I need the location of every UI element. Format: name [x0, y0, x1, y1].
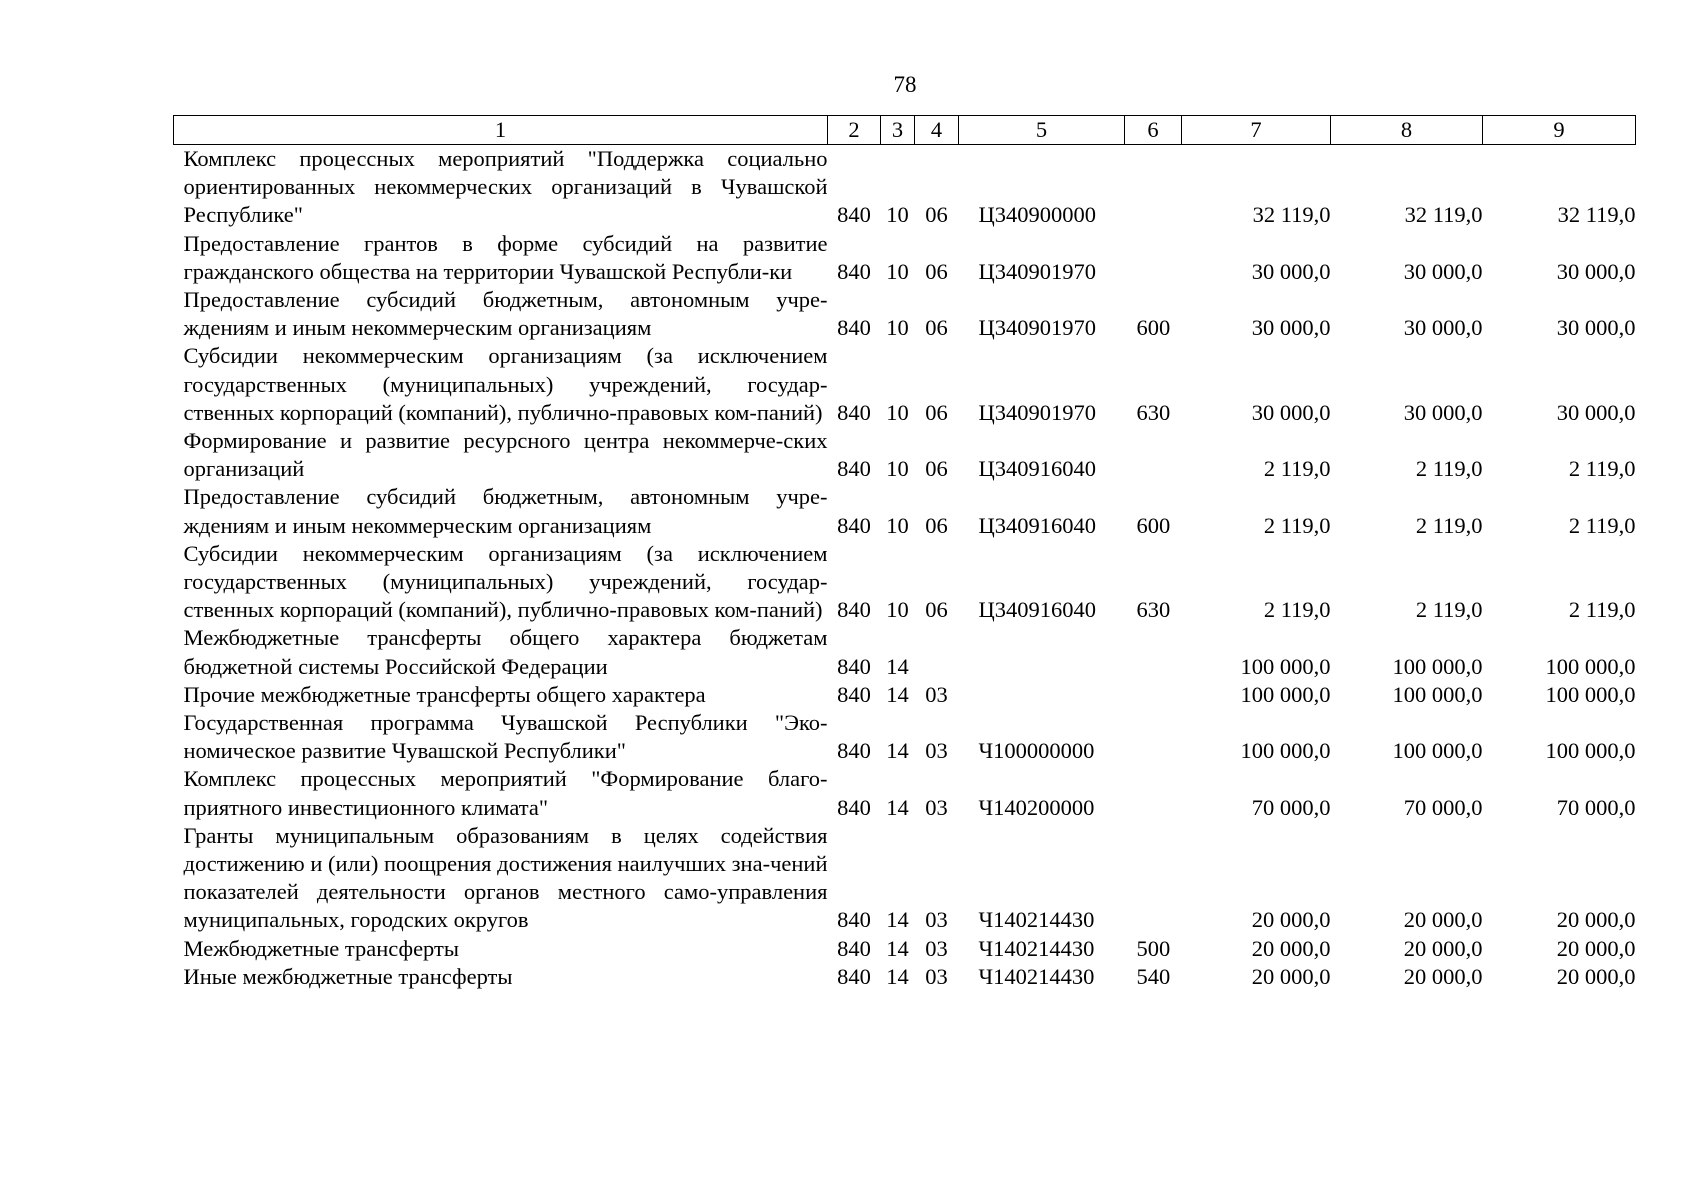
expense-type — [1125, 681, 1182, 709]
target-article: Ч140200000 — [978, 794, 1095, 820]
amount-col-8: 30 000,0 — [1403, 315, 1483, 341]
amount-col-8: 20 000,0 — [1403, 963, 1483, 989]
amount-col-9: 100 000,0 — [1545, 653, 1636, 679]
amount-col-7: 20 000,0 — [1251, 963, 1331, 989]
amount-col-7: 2 119,0 — [1263, 456, 1331, 482]
budget-table — [173, 115, 1636, 991]
amount-col-7: 30 000,0 — [1251, 399, 1331, 425]
subsection-code: 06 — [925, 399, 948, 425]
amount-col-7: 30 000,0 — [1251, 315, 1331, 341]
column-header-5: 5 — [959, 116, 1125, 145]
row-name: Прочие межбюджетные трансферты общего характера — [183, 681, 706, 707]
amount-col-8: 2 119,0 — [1415, 512, 1483, 538]
section-code: 10 — [886, 399, 909, 425]
amount-col-8: 2 119,0 — [1415, 456, 1483, 482]
table-row — [174, 765, 1636, 821]
expense-type: 540 — [1136, 963, 1171, 989]
row-name: Предоставление субсидий бюджетным, автономным учре-ждениям и иным некоммерческим организациям — [183, 484, 828, 538]
subsection-code: 03 — [925, 738, 948, 764]
target-article: Ц340901970 — [978, 258, 1096, 284]
row-name: Гранты муниципальным образованиям в целях содействия достижению и (или) поощрения достижения наилучших зна-чений показателей деятельности органов местного само-управления муниципальных, городских округов — [183, 822, 828, 933]
grbs-code: 840 — [837, 399, 871, 425]
column-header-7: 7 — [1182, 116, 1331, 145]
amount-col-9: 20 000,0 — [1556, 963, 1636, 989]
amount-col-9: 20 000,0 — [1556, 935, 1636, 961]
column-header-1: 1 — [174, 116, 828, 145]
subsection-code: 06 — [925, 456, 948, 482]
row-name: Государственная программа Чувашской Республики "Эко-номическое развитие Чувашской Республики" — [183, 710, 828, 764]
amount-col-9: 70 000,0 — [1556, 794, 1636, 820]
row-name: Межбюджетные трансферты — [183, 935, 459, 961]
section-code: 10 — [886, 202, 909, 228]
amount-col-7: 30 000,0 — [1251, 258, 1331, 284]
amount-col-8: 30 000,0 — [1403, 258, 1483, 284]
section-code: 14 — [886, 794, 909, 820]
amount-col-8: 100 000,0 — [1392, 738, 1483, 764]
amount-col-9: 30 000,0 — [1556, 258, 1636, 284]
table-row — [174, 624, 1636, 680]
amount-col-8: 30 000,0 — [1403, 399, 1483, 425]
subsection-code: 03 — [925, 935, 948, 961]
row-name: Формирование и развитие ресурсного центра некоммерче-ских организаций — [183, 428, 828, 482]
amount-col-8: 70 000,0 — [1403, 794, 1483, 820]
table-row — [174, 230, 1636, 286]
amount-col-9: 30 000,0 — [1556, 399, 1636, 425]
target-article: Ч140214430 — [978, 935, 1095, 961]
table-row — [174, 145, 1636, 230]
subsection-code: 03 — [925, 963, 948, 989]
amount-col-9: 100 000,0 — [1545, 738, 1636, 764]
section-code: 14 — [886, 907, 909, 933]
grbs-code: 840 — [837, 963, 871, 989]
amount-col-9: 100 000,0 — [1545, 681, 1636, 707]
table-header — [174, 116, 1636, 145]
subsection-code: 06 — [925, 597, 948, 623]
expense-type: 500 — [1136, 935, 1171, 961]
section-code: 10 — [886, 512, 909, 538]
row-name: Межбюджетные трансферты общего характера бюджетам бюджетной системы Российской Федерации — [183, 625, 828, 679]
amount-col-9: 2 119,0 — [1568, 512, 1636, 538]
table-row — [174, 963, 1636, 991]
grbs-code: 840 — [837, 258, 871, 284]
grbs-code: 840 — [837, 202, 871, 228]
amount-col-7: 20 000,0 — [1251, 907, 1331, 933]
target-article: Ц340901970 — [978, 315, 1096, 341]
grbs-code: 840 — [837, 512, 871, 538]
expense-type — [1125, 765, 1182, 821]
table-body — [174, 145, 1636, 992]
amount-col-9: 2 119,0 — [1568, 456, 1636, 482]
target-article: Ц340901970 — [978, 399, 1096, 425]
column-header-9: 9 — [1483, 116, 1636, 145]
column-header-4: 4 — [915, 116, 959, 145]
table-row — [174, 822, 1636, 935]
row-name: Предоставление грантов в форме субсидий на развитие гражданского общества на территории Чувашской Республи-ки — [183, 230, 828, 284]
amount-col-8: 32 119,0 — [1404, 202, 1483, 228]
section-code: 14 — [886, 935, 909, 961]
subsection-code: 06 — [925, 315, 948, 341]
row-name: Комплекс процессных мероприятий "Поддержка социально ориентированных некоммерческих организаций в Чувашской Республике" — [183, 146, 828, 228]
grbs-code: 840 — [837, 315, 871, 341]
table-row — [174, 483, 1636, 539]
row-name: Предоставление субсидий бюджетным, автономным учре-ждениям и иным некоммерческим организациям — [183, 287, 828, 341]
grbs-code: 840 — [837, 935, 871, 961]
amount-col-7: 32 119,0 — [1252, 202, 1331, 228]
expense-type: 600 — [1136, 315, 1171, 341]
amount-col-7: 70 000,0 — [1251, 794, 1331, 820]
expense-type — [1125, 709, 1182, 765]
header-row — [174, 116, 1636, 145]
target-article: Ц340916040 — [978, 597, 1096, 623]
target-article: Ц340900000 — [978, 202, 1096, 228]
subsection-code — [915, 624, 959, 680]
section-code: 14 — [886, 963, 909, 989]
section-code: 10 — [886, 597, 909, 623]
section-code: 14 — [886, 681, 909, 707]
expense-type — [1125, 427, 1182, 483]
amount-col-9: 32 119,0 — [1557, 202, 1636, 228]
expense-type — [1125, 624, 1182, 680]
amount-col-7: 2 119,0 — [1263, 597, 1331, 623]
target-article: Ц340916040 — [978, 456, 1096, 482]
section-code: 10 — [886, 456, 909, 482]
amount-col-7: 100 000,0 — [1240, 738, 1331, 764]
amount-col-8: 100 000,0 — [1392, 681, 1483, 707]
expense-type — [1125, 145, 1182, 230]
table-row — [174, 427, 1636, 483]
grbs-code: 840 — [837, 456, 871, 482]
grbs-code: 840 — [837, 794, 871, 820]
amount-col-9: 2 119,0 — [1568, 597, 1636, 623]
table-row — [174, 709, 1636, 765]
subsection-code: 06 — [925, 202, 948, 228]
table-row — [174, 935, 1636, 963]
grbs-code: 840 — [837, 907, 871, 933]
table-row — [174, 342, 1636, 427]
expense-type — [1125, 230, 1182, 286]
amount-col-7: 20 000,0 — [1251, 935, 1331, 961]
section-code: 10 — [886, 315, 909, 341]
expense-type: 600 — [1136, 512, 1171, 538]
table-row — [174, 681, 1636, 709]
target-article — [959, 624, 1125, 680]
column-header-3: 3 — [881, 116, 915, 145]
amount-col-7: 2 119,0 — [1263, 512, 1331, 538]
target-article: Ч100000000 — [978, 738, 1095, 764]
amount-col-7: 100 000,0 — [1240, 681, 1331, 707]
expense-type: 630 — [1136, 399, 1171, 425]
table-row — [174, 540, 1636, 625]
column-header-8: 8 — [1331, 116, 1483, 145]
section-code: 14 — [886, 653, 909, 679]
amount-col-9: 20 000,0 — [1556, 907, 1636, 933]
grbs-code: 840 — [837, 653, 871, 679]
target-article: Ч140214430 — [978, 907, 1095, 933]
target-article: Ч140214430 — [978, 963, 1095, 989]
target-article: Ц340916040 — [978, 512, 1096, 538]
amount-col-8: 20 000,0 — [1403, 907, 1483, 933]
page-number: 78 — [893, 72, 917, 97]
amount-col-7: 100 000,0 — [1240, 653, 1331, 679]
grbs-code: 840 — [837, 681, 871, 707]
subsection-code: 03 — [925, 794, 948, 820]
subsection-code: 06 — [925, 512, 948, 538]
target-article — [959, 681, 1125, 709]
expense-type: 630 — [1136, 597, 1171, 623]
section-code: 10 — [886, 258, 909, 284]
section-code: 14 — [886, 738, 909, 764]
subsection-code: 03 — [925, 681, 948, 707]
row-name: Комплекс процессных мероприятий "Формирование благо-приятного инвестиционного климата" — [183, 766, 828, 820]
table-row — [174, 286, 1636, 342]
subsection-code: 03 — [925, 907, 948, 933]
column-header-6: 6 — [1125, 116, 1182, 145]
amount-col-8: 2 119,0 — [1415, 597, 1483, 623]
amount-col-8: 100 000,0 — [1392, 653, 1483, 679]
amount-col-8: 20 000,0 — [1403, 935, 1483, 961]
amount-col-9: 30 000,0 — [1556, 315, 1636, 341]
column-header-2: 2 — [828, 116, 881, 145]
expense-type — [1125, 822, 1182, 935]
grbs-code: 840 — [837, 597, 871, 623]
subsection-code: 06 — [925, 258, 948, 284]
row-name: Субсидии некоммерческим организациям (за исключением государственных (муниципальных) учреждений, государ-ственных корпораций (компаний), публично-правовых ком-паний) — [183, 343, 828, 425]
row-name: Субсидии некоммерческим организациям (за исключением государственных (муниципальных) учреждений, государ-ственных корпораций (компаний), публично-правовых ком-паний) — [183, 540, 828, 623]
grbs-code: 840 — [837, 738, 871, 764]
row-name: Иные межбюджетные трансферты — [183, 963, 513, 989]
